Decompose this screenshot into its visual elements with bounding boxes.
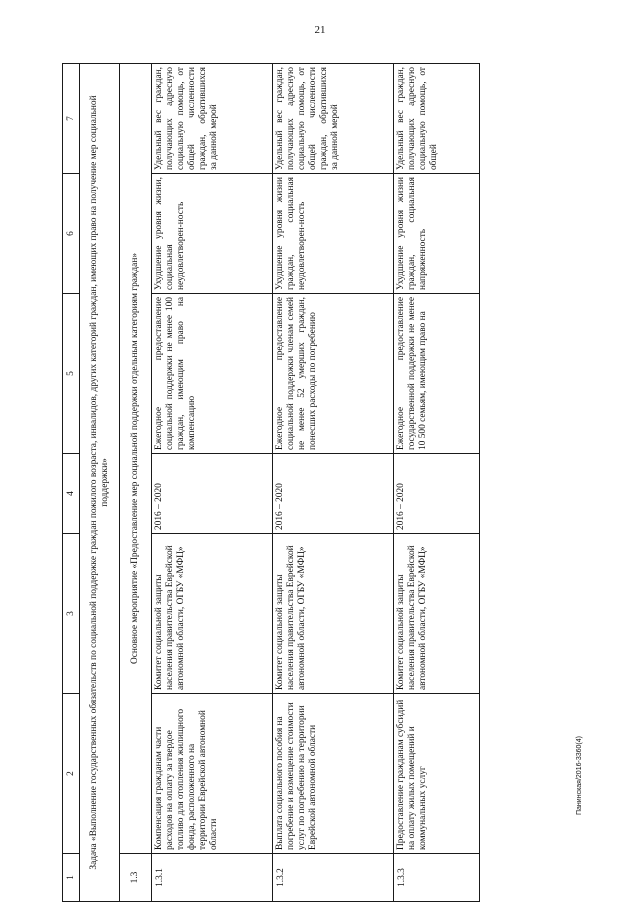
- row-result: Ежегодное предоставление социальной поддержки не менее 100 граждан, имеющим право на компенсацию: [152, 294, 273, 454]
- col-number-4: 4: [63, 454, 80, 534]
- task-heading-row: [80, 64, 120, 902]
- row-executor: Комитет социальной защиты населения правительства Еврейской автономной области, ОГБУ «МФЦ»: [394, 534, 480, 694]
- row-period: 2016 – 2020: [394, 454, 480, 534]
- col-number-6: 6: [63, 174, 80, 294]
- row-period: 2016 – 2020: [273, 454, 394, 534]
- row-number: 1.3.2: [273, 854, 394, 902]
- row-name: Компенсация гражданам части расходов на оплату за твердое топливо для отопления жилищного фонда, расположенного на территории Еврейской автономной области: [152, 694, 273, 854]
- row-period: 2016 – 2020: [152, 454, 273, 534]
- row-indicator: Удельный вес граждан, получающих адресную социальную помощь, от общей: [394, 64, 480, 174]
- page-number: 21: [314, 24, 326, 36]
- col-number-1: 1: [63, 854, 80, 902]
- rotated-table-container: [62, 64, 577, 902]
- row-indicator: Удельный вес граждан, получающих адресную социальную помощь, от общей численности граждан, обратившихся за данной мерой: [152, 64, 273, 174]
- task-heading: Задача «Выполнение государственных обязательств по социальной поддержке граждан пожилого возраста, инвалидов, других категорий граждан, имеющих право на получение мер социальной поддержки»: [80, 64, 120, 902]
- table-row: [394, 64, 480, 902]
- row-number: 1.3.3: [394, 854, 480, 902]
- row-indicator: Удельный вес граждан, получающих адресную социальную помощь, от общей численности граждан, обратившихся за данной мерой: [273, 64, 394, 174]
- social-support-table: [62, 63, 480, 902]
- row-result: Ежегодное предоставление государственной поддержки не менее 10 500 семьям, имеющим право на: [394, 294, 480, 454]
- row-consequence: Ухудшение уровня жизни граждан, социальная неудовлетворен-ность: [273, 174, 394, 294]
- main-event-number: 1.3: [120, 854, 152, 902]
- row-name: Предоставление гражданам субсидий на оплату жилых помещений и коммунальных услуг: [394, 694, 480, 854]
- row-consequence: Ухудшение уровня жизни граждан, социальная напряженность: [394, 174, 480, 294]
- row-executor: Комитет социальной защиты населения правительства Еврейской автономной области, ОГБУ «МФЦ»: [152, 534, 273, 694]
- row-result: Ежегодное предоставление социальной поддержки членам семей не менее 52 умерших граждан, понесших расходы по погребению: [273, 294, 394, 454]
- col-number-3: 3: [63, 534, 80, 694]
- main-event-row: [120, 64, 152, 902]
- main-event-label: Основное мероприятие «Предоставление мер социальной поддержки отдельным категориям граждан»: [120, 64, 152, 854]
- column-number-row: [63, 64, 80, 902]
- document-stamp: Панинская/2016-3360(4): [576, 736, 583, 815]
- table-row: [152, 64, 273, 902]
- col-number-5: 5: [63, 294, 80, 454]
- table-row: [273, 64, 394, 902]
- col-number-2: 2: [63, 694, 80, 854]
- row-name: Выплата социального пособия на погребение и возмещение стоимости услуг по погребению на территории Еврейской автономной области: [273, 694, 394, 854]
- row-consequence: Ухудшение уровня жизни, социальная неудовлетворен-ность: [152, 174, 273, 294]
- col-number-7: 7: [63, 64, 80, 174]
- row-number: 1.3.1: [152, 854, 273, 902]
- row-executor: Комитет социальной защиты населения правительства Еврейской автономной области, ОГБУ «МФЦ»: [273, 534, 394, 694]
